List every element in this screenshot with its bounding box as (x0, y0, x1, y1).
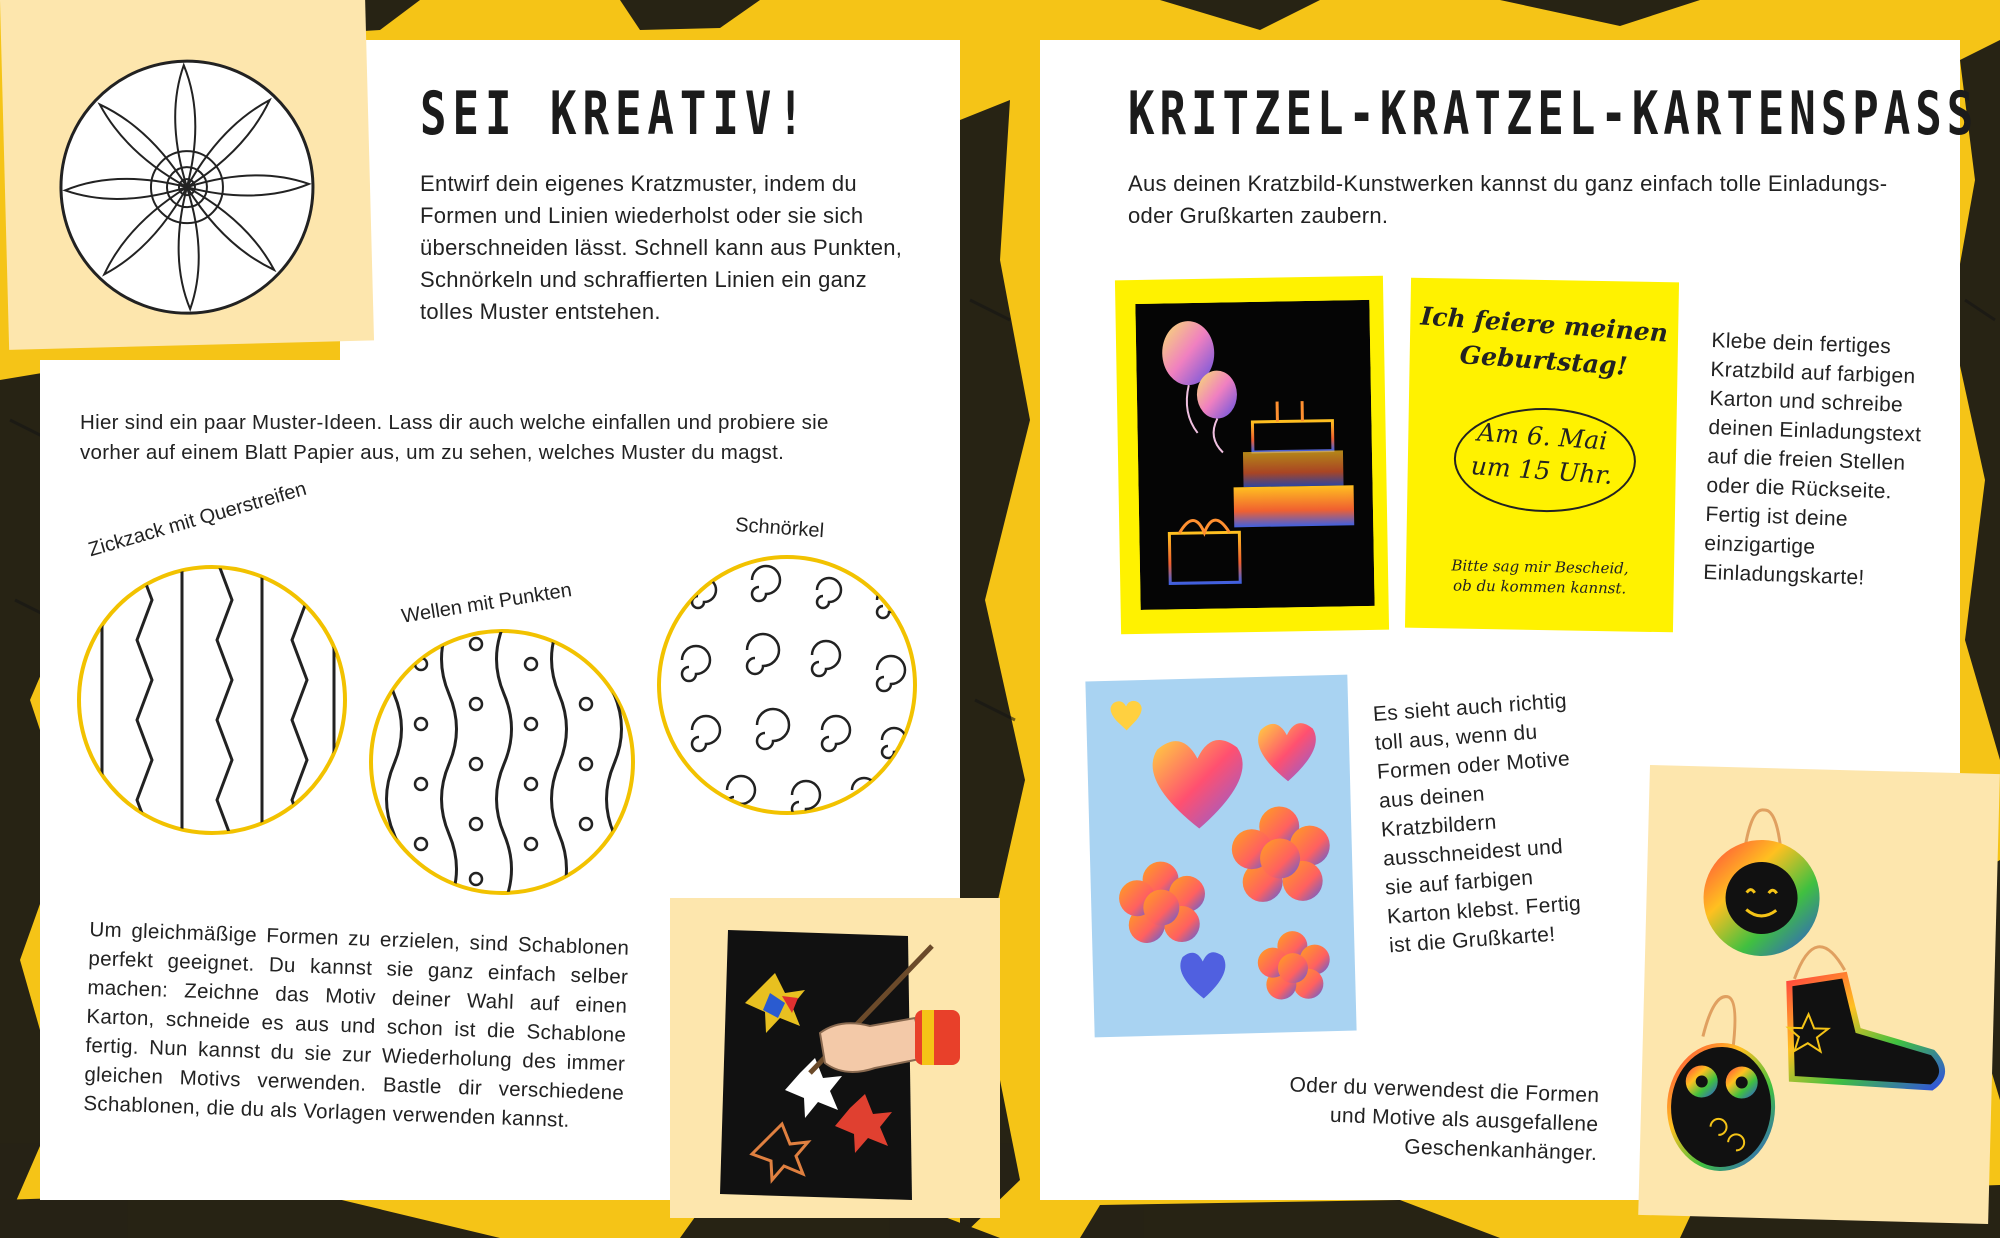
gift-tags-box (1638, 765, 2000, 1224)
invitation-date: Am 6. Mai (1476, 417, 1609, 456)
mandala-illustration (54, 54, 321, 321)
blue-greeting-card (1085, 675, 1356, 1038)
pattern-label-zigzag: Zickzack mit Querstreifen (86, 477, 309, 562)
right-intro-text: Aus deinen Kratzbild-Kunstwerken kannst du ganz einfach tolle Einladungs- oder Grußkarten zaubern. (1128, 171, 1888, 228)
hearts-flowers-cutouts (1085, 675, 1356, 1038)
gift-tags-illustration (1638, 765, 1989, 1214)
birthday-scratch-art (1135, 300, 1374, 610)
pattern-zigzag (72, 477, 352, 840)
stencil-image-box (670, 898, 1000, 1218)
cutout-text: Es sieht auch richtig toll aus, wenn du Formen oder Motive aus deinen Kratzbildern ausschneidest und sie auf farbigen Karton klebst. Fertig ist die Grußkarte! (1372, 689, 1582, 958)
owl-tag-icon (1667, 995, 1775, 1170)
invitation-time: um 15 Uhr. (1469, 451, 1614, 490)
sun-tag-icon (1702, 808, 1822, 957)
invitation-footer2: ob du kommen kannst. (1452, 576, 1627, 598)
left-page-title: SEI KREATIV! (420, 80, 810, 149)
stencil-text: Um gleichmäßige Formen zu erzielen, sind Schablonen perfekt geeignet. Du kannst sie ganz einfach selber machen: Zeichne das Motiv deiner Wahl auf einen Karton, schneide es aus und schon ist die Schablone fertig. Nun kannst du sie zur Wiederholung des immer gleichen Motivs verwenden. Bastle dir verschiedene Schablonen, die du als Vorlagen verwenden kannst. (83, 917, 630, 1132)
invitation-card (1405, 278, 1679, 633)
shoe-tag-icon (1787, 946, 1946, 1088)
left-intro-text: Entwirf dein eigenes Kratzmuster, indem du Formen und Linien wiederholst oder sie sich überschneiden lässt. Schnell kann aus Punkten, Schnörkeln und schraffierten Linien ein ganz tolles Muster entstehen. (420, 171, 903, 324)
stencil-illustration (670, 898, 1000, 1218)
invitation-line2: Geburtstag! (1458, 340, 1629, 381)
swirls-circle (652, 550, 922, 820)
right-page-title: KRITZEL-KRATZEL-KARTENSPASS (1128, 80, 1979, 149)
invitation-footer1: Bitte sag mir Bescheid, (1451, 556, 1629, 578)
pattern-swirls (652, 510, 932, 810)
pattern-label-swirls: Schnörkel (734, 514, 825, 543)
waves-circle (364, 624, 640, 900)
zigzag-circle (72, 560, 352, 840)
invitation-line1: Ich feiere meinen (1419, 301, 1669, 348)
mandala-box (0, 0, 374, 350)
pattern-waves (364, 580, 644, 910)
pattern-label-waves: Wellen mit Punkten (400, 579, 574, 628)
scratch-card-yellow (1115, 276, 1389, 635)
gift-tags-text: Oder du verwendest die Formen und Motive als ausgefallene Geschenkanhänger. (1289, 1073, 1600, 1166)
glue-text: Klebe dein fertiges Kratzbild auf farbigen Karton und schreibe deinen Einladungstext auf die freien Stellen oder die Rückseite. Fertig ist deine einzigartige Einladungskarte! (1702, 328, 1922, 590)
pattern-ideas-text: Hier sind ein paar Muster-Ideen. Lass dir auch welche einfallen und probiere sie vorher auf einem Blatt Papier aus, um zu sehen, welches Muster du magst. (80, 411, 829, 464)
